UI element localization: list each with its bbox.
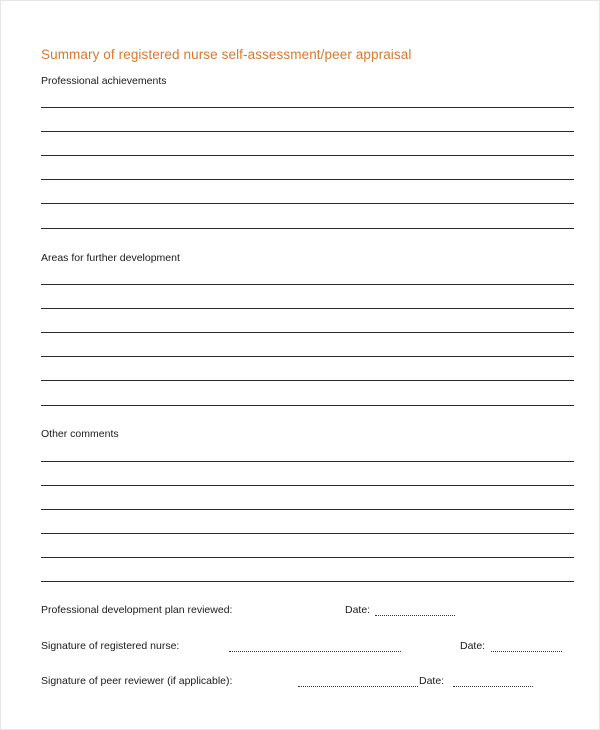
writing-line[interactable] [41,405,574,406]
writing-line[interactable] [41,509,574,510]
section-label-professional-achievements: Professional achievements [41,75,167,87]
peer-date-field[interactable] [453,686,533,687]
nurse-signature-label: Signature of registered nurse: [41,640,180,652]
writing-line[interactable] [41,356,574,357]
nurse-date-field[interactable] [491,651,562,652]
writing-line[interactable] [41,284,574,285]
writing-line[interactable] [41,332,574,333]
document-title: Summary of registered nurse self-assessment/peer appraisal [41,47,412,62]
writing-line[interactable] [41,228,574,229]
writing-line[interactable] [41,380,574,381]
writing-line[interactable] [41,203,574,204]
writing-line[interactable] [41,179,574,180]
writing-line[interactable] [41,485,574,486]
writing-line[interactable] [41,557,574,558]
writing-line[interactable] [41,581,574,582]
nurse-signature-field[interactable] [229,651,401,652]
nurse-date-label: Date: [460,640,486,652]
writing-line[interactable] [41,107,574,108]
plan-reviewed-date-label: Date: [345,604,371,616]
plan-reviewed-date-field[interactable] [375,615,455,616]
writing-line[interactable] [41,131,574,132]
peer-signature-field[interactable] [298,686,418,687]
peer-date-label: Date: [419,675,445,687]
plan-reviewed-label: Professional development plan reviewed: [41,604,233,616]
section-label-further-development: Areas for further development [41,252,180,264]
writing-line[interactable] [41,461,574,462]
section-label-other-comments: Other comments [41,428,119,440]
writing-line[interactable] [41,533,574,534]
writing-line[interactable] [41,308,574,309]
peer-signature-label: Signature of peer reviewer (if applicable): [41,675,233,687]
writing-line[interactable] [41,155,574,156]
